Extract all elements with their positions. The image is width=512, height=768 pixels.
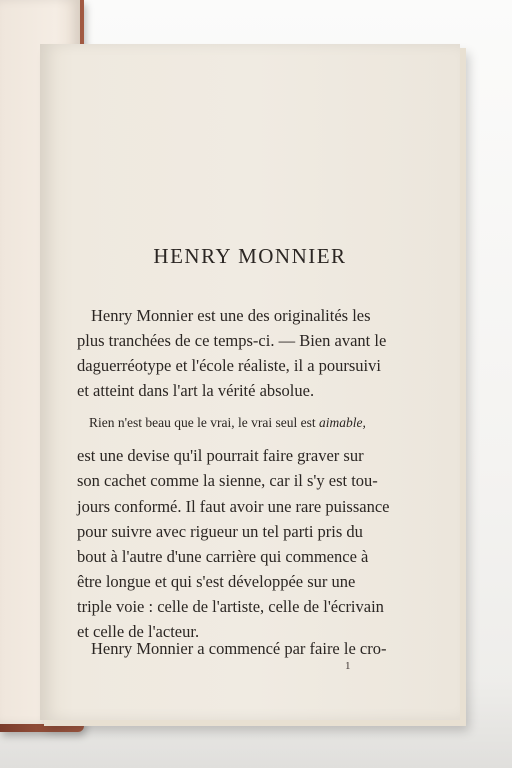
text-line: Henry Monnier a commencé par faire le cro- [91, 639, 387, 658]
text-line: daguerréotype et l'école réaliste, il a poursuivi [77, 356, 381, 375]
text-line: son cachet comme la sienne, car il s'y est tou- [77, 471, 378, 490]
page-text [40, 44, 460, 720]
chapter-title: HENRY MONNIER [153, 244, 347, 268]
text-line: est une devise qu'il pourrait faire graver sur [77, 446, 364, 465]
text-line: jours conformé. Il faut avoir une rare puissance [77, 497, 390, 516]
text-line: et celle de l'acteur. [77, 622, 200, 641]
book-page [40, 44, 460, 720]
text-line: triple voie : celle de l'artiste, celle de l'écrivain [77, 597, 384, 616]
page-number: 1 [345, 660, 351, 672]
epigraph-italic: aimable, [318, 415, 366, 430]
text-line: bout à l'autre d'une carrière qui commence à [77, 547, 369, 566]
text-line: plus tranchées de ce temps-ci. — Bien avant le [77, 331, 387, 350]
text-line: être longue et qui s'est développée sur une [77, 572, 356, 591]
text-line: pour suivre avec rigueur un tel parti pris du [77, 522, 363, 541]
epigraph-text: Rien n'est beau que le vrai, le vrai seul est [89, 415, 319, 430]
text-line: Henry Monnier est une des originalités les [91, 306, 371, 325]
text-line: et atteint dans l'art la vérité absolue. [77, 381, 315, 400]
epigraph [89, 415, 366, 431]
